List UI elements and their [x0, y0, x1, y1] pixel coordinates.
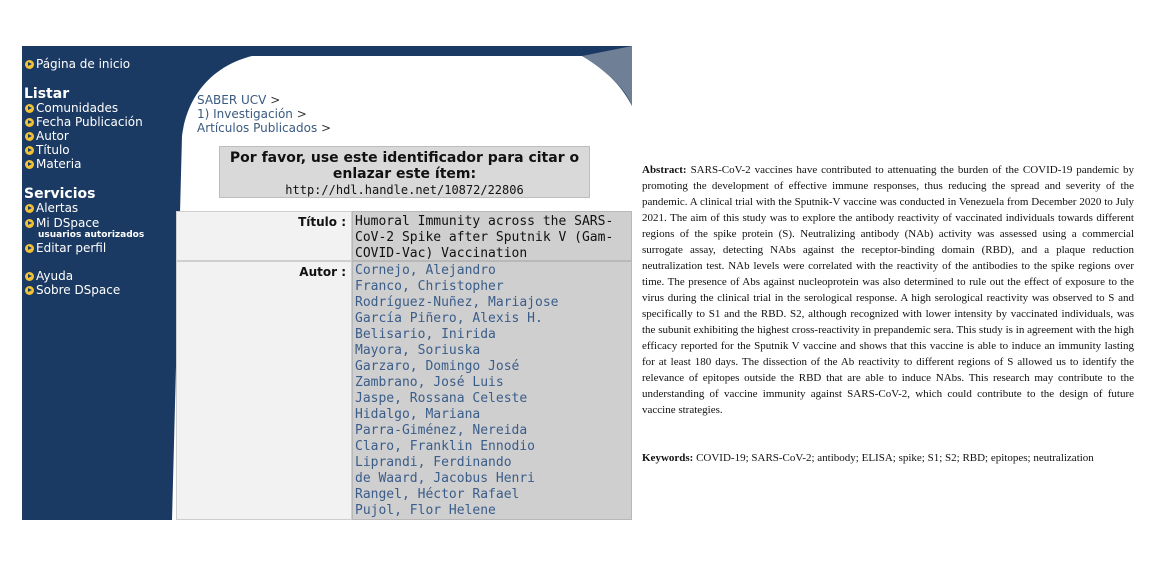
abstract-text: SARS-CoV-2 vaccines have contributed to attenuating the burden of the COVID-19 pandemic by promoting the development of effective immune responses, thus reducing the spread and severity of the pandemic. A clinical trial with the Sputnik-V vaccine was conducted in Venezuela from December 2020 to July 2021. The aim of this study was to explore the antibody reactivity of vaccinated individuals towards different regions of the spike protein (S). Neutralizing antibody (NAb) activity was assessed using a commercial surrogate assay, detecting NAbs against the receptor-binding domain (RBD), and a plaque reduction neutralization test. NAb levels were correlated with the reactivity of the antibodies to the spike regions over time. The presence of Abs against nucleoprotein was also determined to rule out the effect of exposure to the virus during the clinical trial in the serological response. A high serological reactivity was observed to S and specifically to S1 and the RBD. S2, although recognized with lower intensity by vaccinated individuals, was the subunit exhibiting the highest cross-reactivity in prepandemic sera. This study is in agreement with the high efficacy reported for the Sputnik V vaccine and shows that this vaccine is able to induce an immunity lasting for at least 180 days. The dissection of the Ab reactivity to different regions of S allowed us to identify the relevance of epitopes outside the RBD that are able to induce NAbs. This research may contribute to the understanding of vaccine immunity against SARS-CoV-2, which could contribute to the design of future vaccine strategies.: [642, 164, 1135, 416]
mi-dspace-note: usuarios autorizados: [38, 230, 145, 240]
nav-home[interactable]: Página de inicio: [25, 57, 130, 71]
author-link[interactable]: Hidalgo, Mariana: [355, 407, 481, 422]
author-link[interactable]: Pujol, Flor Helene: [355, 503, 496, 518]
nav-item-titulo[interactable]: Título: [25, 143, 70, 157]
nav-item-mi-dspace[interactable]: Mi DSpace: [25, 216, 99, 230]
author-link[interactable]: Mayora, Soriuska: [355, 343, 481, 358]
metadata-table: [176, 211, 632, 520]
nav-item-comunidades[interactable]: Comunidades: [25, 101, 118, 115]
arrow-bullet-icon: [25, 132, 34, 141]
keywords-label: Keywords:: [642, 452, 694, 464]
keywords-text: COVID-19; SARS-CoV-2; antibody; ELISA; spike; S1; S2; RBD; epitopes; neutralization: [696, 452, 1094, 464]
nav-item-autor[interactable]: Autor: [25, 129, 69, 143]
author-link[interactable]: Belisario, Inirida: [355, 327, 496, 342]
abstract-label: Abstract:: [642, 164, 687, 176]
author-link[interactable]: Rodríguez-Nuñez, Mariajose: [355, 295, 559, 310]
arrow-bullet-icon: [25, 118, 34, 127]
author-link[interactable]: de Waard, Jacobus Henri: [355, 471, 536, 486]
author-link[interactable]: García Piñero, Alexis H.: [355, 311, 543, 326]
arrow-bullet-icon: [25, 219, 34, 228]
arrow-bullet-icon: [25, 286, 34, 295]
author-label-cell: [176, 261, 352, 520]
author-link[interactable]: Claro, Franklin Ennodio: [355, 439, 536, 454]
keywords-line: [642, 450, 1142, 466]
author-value-cell: [352, 261, 632, 520]
citation-box: [219, 146, 590, 198]
nav-item-sobre-dspace[interactable]: Sobre DSpace: [25, 283, 120, 297]
nav-heading-listar: Listar: [24, 86, 70, 102]
breadcrumb: SABER UCV > 1) Investigación > Artículos Publicados >: [197, 93, 332, 135]
author-link[interactable]: Franco, Christopher: [355, 279, 504, 294]
item-title: Humoral Immunity across the SARS-CoV-2 Spike after Sputnik V (Gam-COVID-Vac) Vaccination: [355, 214, 614, 261]
arrow-bullet-icon: [25, 272, 34, 281]
nav-item-materia[interactable]: Materia: [25, 157, 81, 171]
arrow-bullet-icon: [25, 146, 34, 155]
arrow-bullet-icon: [25, 160, 34, 169]
nav-item-alertas[interactable]: Alertas: [25, 201, 78, 215]
nav-item-ayuda[interactable]: Ayuda: [25, 269, 73, 283]
arrow-bullet-icon: [25, 244, 34, 253]
nav-item-editar-perfil[interactable]: Editar perfil: [25, 241, 106, 255]
author-link[interactable]: Rangel, Héctor Rafael: [355, 487, 520, 502]
dspace-item-page: [22, 46, 632, 520]
title-value-cell: [352, 211, 632, 261]
author-link[interactable]: Cornejo, Alejandro: [355, 263, 496, 278]
title-label: Título :: [298, 215, 346, 229]
author-label: Autor :: [299, 265, 346, 279]
arrow-bullet-icon: [25, 60, 34, 69]
nav-heading-servicios: Servicios: [24, 186, 96, 202]
author-link[interactable]: Garzaro, Domingo José: [355, 359, 520, 374]
author-link[interactable]: Jaspe, Rossana Celeste: [355, 391, 528, 406]
abstract-paragraph: [642, 162, 1134, 418]
nav-item-fecha[interactable]: Fecha Publicación: [25, 115, 143, 129]
author-list: [353, 262, 631, 519]
title-label-cell: [176, 211, 352, 261]
arrow-bullet-icon: [25, 104, 34, 113]
breadcrumb-link-investigacion[interactable]: 1) Investigación: [197, 107, 293, 121]
author-link[interactable]: Liprandi, Ferdinando: [355, 455, 512, 470]
breadcrumb-link-articulos[interactable]: Artículos Publicados: [197, 121, 318, 135]
author-link[interactable]: Parra-Giménez, Nereida: [355, 423, 528, 438]
arrow-bullet-icon: [25, 204, 34, 213]
citation-heading: Por favor, use este identificador para citar o enlazar este ítem:: [229, 150, 580, 182]
author-link[interactable]: Zambrano, José Luis: [355, 375, 504, 390]
handle-url[interactable]: http://hdl.handle.net/10872/22806: [285, 183, 524, 197]
breadcrumb-link-saber-ucv[interactable]: SABER UCV: [197, 93, 267, 107]
